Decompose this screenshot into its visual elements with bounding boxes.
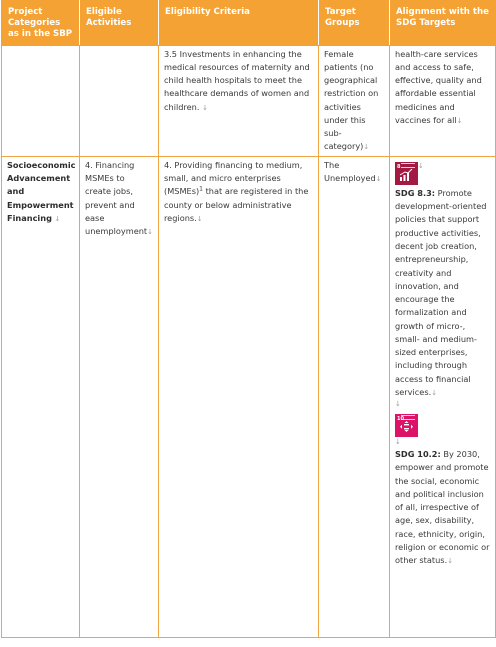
- cell-alignment: 8 ↓ SDG 8.3: Promote development-oriented policies that support productive activities, decent job creation, entrepreneurship, creativity and innovation, and encourage the formalization and growth of micro-, small- and medium-sized enterprises, including through access to financial services.↓ ↓ 10 ↓ SDG 10.2: By 2030, empower and promote the social, economic and political inclusion of all, irrespective of age, sex, disability, race, ethnicity, origin, religion or economic or other status.↓: [390, 156, 496, 637]
- cell-criteria: 3.5 Investments in enhancing the medical resources of maternity and child health hospitals to meet the healthcare demands of women and children. ↓: [159, 45, 319, 156]
- cell-category: Socioeconomic Advancement and Empowerment Financing ↓: [2, 156, 80, 637]
- eligibility-table: [1, 0, 496, 638]
- sdg-8-decent-work-icon: 8: [395, 162, 418, 185]
- cell-criteria: 4. Providing financing to medium, small, and micro enterprises (MSMEs)$^1$ that are registered in the county or below administrative regions.↓: [159, 156, 319, 637]
- table-header-row: [2, 1, 496, 46]
- header-target-groups: Target Groups: [319, 1, 390, 46]
- cell-target: Female patients (no geographical restriction on activities under this sub-category)↓: [319, 45, 390, 156]
- sdg-10-reduced-inequalities-icon: 10: [395, 414, 418, 437]
- cell-alignment: health-care services and access to safe, effective, quality and affordable essential medicines and vaccines for all↓: [390, 45, 496, 156]
- table-row: [2, 156, 496, 637]
- header-project-categories: Project Categories as in the SBP: [2, 1, 80, 46]
- header-eligible-activities: Eligible Activities: [80, 1, 159, 46]
- footnote-marker: 1: [199, 185, 203, 193]
- cell-target: The Unemployed↓: [319, 156, 390, 637]
- header-sdg-alignment: Alignment with the SDG Targets: [390, 1, 496, 46]
- cell-activity: 4. Financing MSMEs to create jobs, prevent and ease unemployment↓: [80, 156, 159, 637]
- cell-activity: [80, 45, 159, 156]
- header-eligibility-criteria: Eligibility Criteria: [159, 1, 319, 46]
- cell-category: [2, 45, 80, 156]
- table-row: [2, 45, 496, 156]
